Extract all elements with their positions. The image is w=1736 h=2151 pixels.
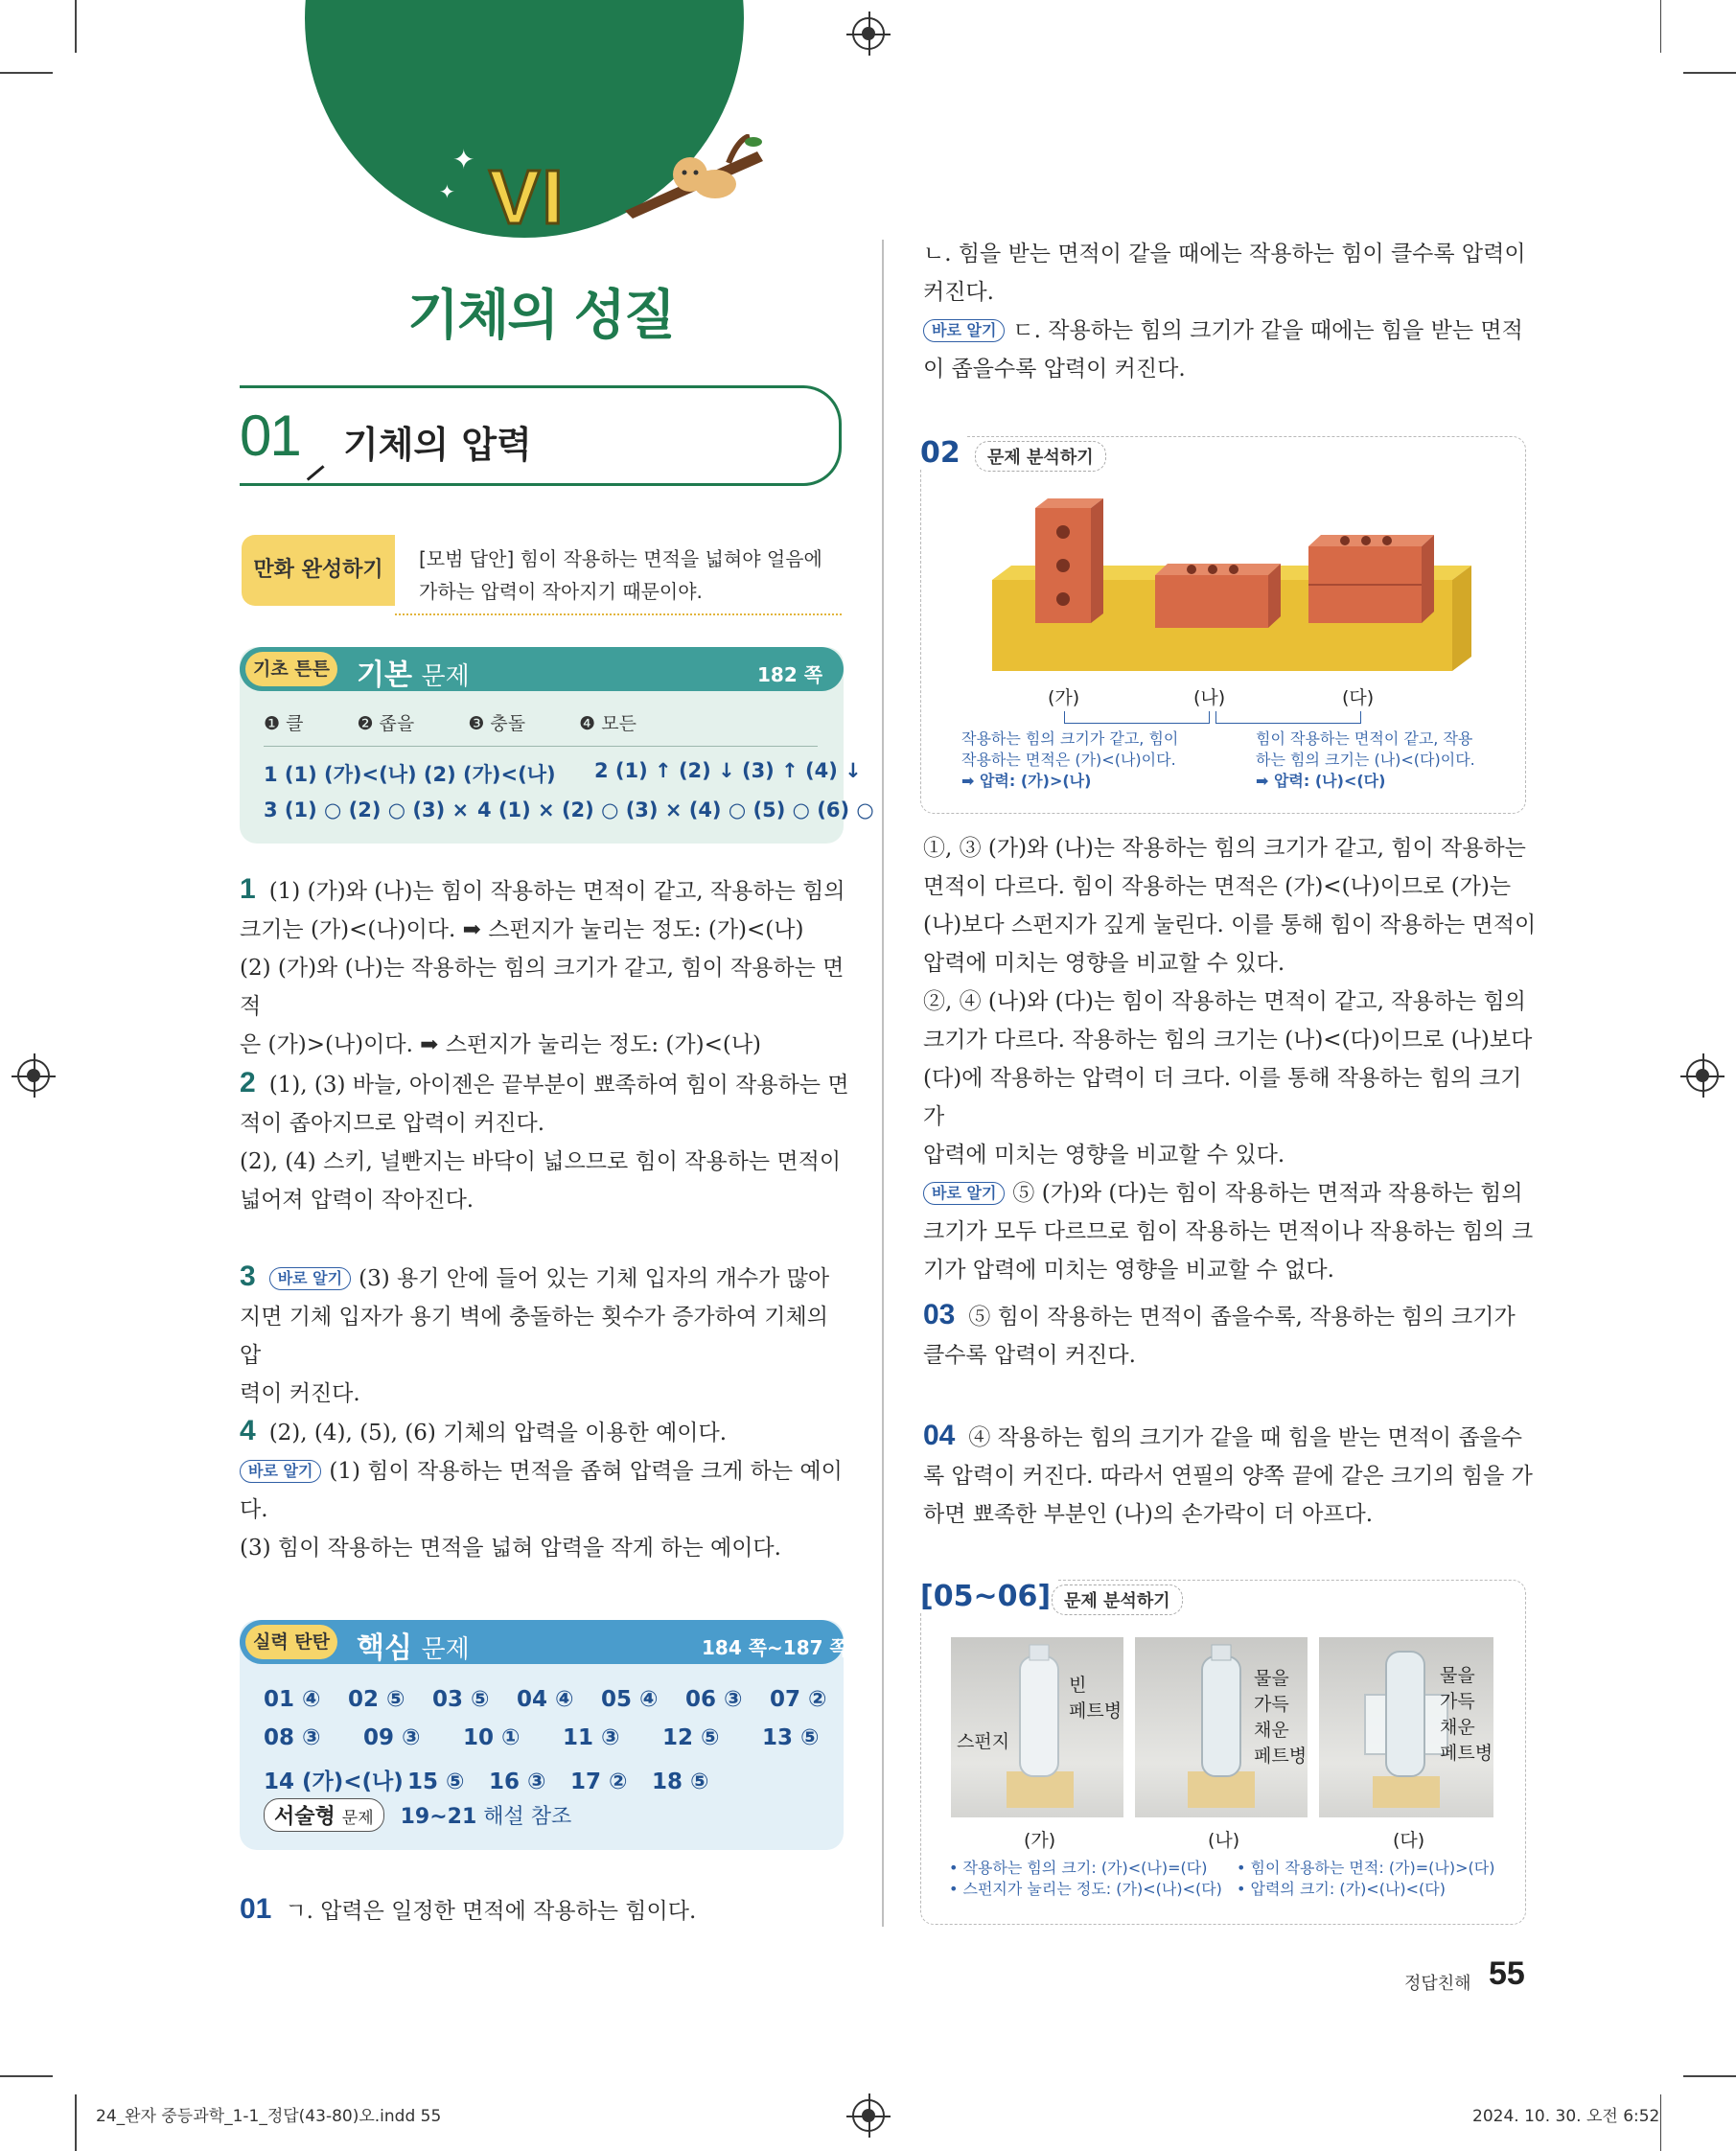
column-divider [882,240,884,1927]
section-header-frame [240,385,842,486]
text-line: 적이 좁아지므로 압력이 커진다. [240,1111,545,1136]
core-answer: 08 ③ [264,1725,321,1750]
text-line: (2), (4) 스키, 널빤지는 바닥이 넓으므로 힘이 작용하는 면적이 [240,1149,842,1174]
essay-badge [264,1798,384,1832]
basic-answer: 1 (1) (가)<(나) (2) (가)<(나) [264,763,556,786]
chapter-numeral: VI [489,154,566,240]
basic-title-rest: 문제 [421,662,470,691]
q03-explanation [923,1296,1537,1375]
analysis-note-left [961,729,1178,792]
core-answer: 09 ③ [363,1725,421,1750]
text: (3) 용기 안에 들어 있는 기체 입자의 개수가 많아 [359,1266,830,1291]
text: ⑤ 힘이 작용하는 면적이 좁을수록, 작용하는 힘의 크기가 [968,1305,1516,1330]
text: ⑤ (가)와 (다)는 힘이 작용하는 면적과 작용하는 힘의 [1012,1181,1523,1206]
basic-title [357,651,470,693]
text-line [923,1174,1537,1213]
note-line: • 스펀지가 눌리는 정도: (가)<(나)<(다) [949,1880,1222,1898]
q02-number: 02 [920,436,966,470]
registration-mark-icon [1686,1059,1719,1092]
core-answer: 07 ② [770,1687,827,1712]
text-line: (나)보다 스펀지가 깊게 눌린다. 이를 통해 힘이 작용하는 면적이 [923,913,1537,937]
core-answer: 11 ③ [563,1725,620,1750]
q02-explanation [923,829,1537,1289]
label-line: 페트병 [1254,1746,1308,1767]
text: (1) (가)와 (나)는 힘이 작용하는 면적이 같고, 작용하는 힘의 [268,879,845,904]
photo-caption: (다) [1393,1830,1425,1851]
q04-explanation [923,1417,1537,1534]
label-line: 물을 [1254,1668,1289,1689]
slug-date: 2024. 10. 30. 오전 6:52 [1472,2107,1660,2126]
cartoon-answer [419,543,822,608]
label-line: 페트병 [1069,1700,1123,1722]
core-answer: 03 ⑤ [432,1687,490,1712]
blank-answer: ❸ 충돌 [468,713,526,734]
text-line: 압력에 미치는 영향을 비교할 수 있다. [923,1143,1285,1168]
label-line: 채운 [1254,1720,1289,1741]
text-line [240,1452,853,1529]
basic-answer: 2 (1) ↑ (2) ↓ (3) ↑ (4) ↓ [594,759,862,782]
text-line [923,1296,1537,1336]
core-title [357,1624,470,1666]
text-line: 하면 뾰족한 부분인 (나)의 손가락이 더 아프다. [923,1502,1374,1527]
text: ④ 작용하는 힘의 크기가 같을 때 힘을 받는 면적이 좁을수 [968,1425,1522,1450]
text-line [240,1412,853,1452]
note-line: • 작용하는 힘의 크기: (가)<(나)=(다) [949,1859,1208,1877]
blank-answer: ❹ 모든 [579,713,637,734]
label-line: 페트병 [1440,1743,1493,1764]
question-number: 1 [240,873,256,905]
blank-answer: ❷ 좁을 [357,713,415,734]
core-row [264,1687,827,1712]
text-line: 지면 기체 입자가 용기 벽에 충돌하는 횟수가 증가하여 기체의 압 [240,1305,828,1368]
bracket-line [1215,711,1361,724]
cartoon-label: 만화 완성하기 [242,535,395,606]
essay-badge-rest: 문제 [341,1809,374,1828]
core-answer: 12 ⑤ [662,1725,720,1750]
registration-mark-icon [17,1059,50,1092]
text-line: ㄴ. 힘을 받는 면적이 같을 때에는 작용하는 힘이 클수록 압력이 [923,242,1526,266]
core-page: 184 쪽~187 쪽 [702,1636,848,1659]
photo-caption: (가) [1024,1830,1056,1851]
cartoon-line: [모범 답안] 힘이 작용하는 면적을 넓혀야 얼음에 [419,547,822,570]
question-number: 3 [240,1261,256,1292]
question-number: 2 [240,1067,256,1099]
correction-chip: 바로 알기 [923,319,1005,342]
core-answer: 06 ③ [685,1687,743,1712]
text: (1) 힘이 작용하는 면적을 좁혀 압력을 크게 하는 예이다. [240,1459,843,1522]
registration-mark-icon [852,2099,885,2132]
text-line: 면적이 다르다. 힘이 작용하는 면적은 (가)<(나)이므로 (가)는 [923,874,1512,899]
text-line: 력이 커진다. [240,1381,360,1406]
note-line: 하는 힘의 크기는 (나)<(다)이다. [1256,751,1475,769]
text-line [240,870,853,911]
essay-range: 19~21 [400,1805,477,1829]
text-line: 압력에 미치는 영향을 비교할 수 있다. [923,951,1285,976]
text-line: 크기가 다르다. 작용하는 힘의 크기는 (나)<(다)이므로 (나)보다 [923,1028,1533,1052]
basic-blanks [264,709,637,735]
section-title: 기체의 압력 [343,424,532,466]
text-line: 클수록 압력이 커진다. [923,1343,1136,1368]
core-answer: 15 ⑤ [407,1769,465,1794]
note-line: • 힘이 작용하는 면적: (가)=(나)>(다) [1237,1859,1495,1877]
photo-caption: (나) [1208,1830,1240,1851]
text-line: 록 압력이 커진다. 따라서 연필의 양쪽 끝에 같은 크기의 힘을 가 [923,1464,1533,1489]
q01-explanation [240,1890,696,1931]
note-line: ➡ 압력: (나)<(다) [1256,772,1386,790]
q0506-number: [05~06] [920,1580,1056,1613]
core-answer: 16 ③ [489,1769,546,1794]
text: ㄷ. 작용하는 힘의 크기가 같을 때에는 힘을 받는 면적 [1012,318,1523,343]
text-line: (2) (가)와 (나)는 작용하는 힘의 크기가 같고, 힘이 작용하는 면적 [240,956,845,1019]
label-line: 채운 [1440,1717,1475,1738]
core-answer: 04 ④ [517,1687,574,1712]
correction-chip: 바로 알기 [240,1460,321,1483]
text-line [240,1258,853,1298]
core-title-bold: 핵심 [357,1631,412,1665]
basic-title-bold: 기본 [357,659,412,692]
essay-text: 해설 참조 [483,1805,572,1829]
basic-page: 182 쪽 [757,663,823,686]
correction-chip: 바로 알기 [269,1267,351,1290]
core-title-rest: 문제 [421,1635,470,1664]
note-line: 작용하는 힘의 크기가 같고, 힘이 [961,729,1179,748]
photo-label [1069,1673,1122,1724]
essay-row [264,1798,571,1832]
question-number: 04 [923,1420,956,1451]
label-line: 가득 [1254,1694,1289,1715]
text-line: ①, ③ (가)와 (나)는 작용하는 힘의 크기가 같고, 힘이 작용하는 [923,836,1526,861]
figure-label: (가) [1048,687,1080,708]
bricks-illustration [983,489,1491,681]
label-line: 빈 [1069,1675,1087,1696]
figure-label: (나) [1193,687,1226,708]
section-number: 01 [240,404,300,468]
text-line: 은 (가)>(나)이다. ➡ 스펀지가 눌리는 정도: (가)<(나) [240,1032,762,1057]
essay-badge-bold: 서술형 [274,1805,336,1829]
question-number: 4 [240,1415,256,1446]
core-badge: 실력 탄탄 [245,1625,337,1659]
text-line: (다)에 작용하는 압력이 더 크다. 이를 통해 작용하는 힘의 크기가 [923,1066,1522,1129]
core-row [264,1764,709,1795]
text-line: 크기는 (가)<(나)이다. ➡ 스펀지가 눌리는 정도: (가)<(나) [240,917,804,942]
basic-divider [264,746,818,747]
note-line: ➡ 압력: (가)>(나) [961,772,1092,790]
crop-mark [1660,0,1662,53]
explanation-2 [240,1064,853,1219]
correction-chip: 바로 알기 [923,1182,1005,1205]
text: ㄱ. 압력은 일정한 면적에 작용하는 힘이다. [285,1899,697,1924]
label-line: 물을 [1440,1665,1475,1686]
core-answer: 01 ④ [264,1687,321,1712]
crop-mark [1683,2075,1736,2077]
note-line: 작용하는 면적은 (가)<(나)이다. [961,751,1176,769]
explanation-3 [240,1258,853,1413]
analysis-note-right [1256,729,1475,792]
text-line [923,312,1537,350]
core-answer: 05 ④ [601,1687,659,1712]
text-line: 커진다. [923,280,994,305]
branch-mascot-icon [623,134,767,220]
crop-mark [1660,2094,1662,2151]
core-answer: 13 ⑤ [762,1725,820,1750]
analysis-notes [1237,1858,1494,1900]
sparkle-icon: ✦ [439,180,455,203]
registration-mark-icon [852,17,885,50]
explanation-1 [240,870,853,1064]
crop-mark [1683,72,1736,74]
core-answer: 02 ⑤ [348,1687,405,1712]
crop-mark [0,72,53,74]
explanation-4 [240,1412,853,1567]
crop-mark [0,2075,53,2077]
figure-label: (다) [1342,687,1375,708]
basic-answer: 4 (1) × (2) ○ (3) × (4) ○ (5) ○ (6) ○ [477,798,874,821]
text-line [240,1064,853,1104]
core-answer: 10 ① [463,1725,521,1750]
text-line: (3) 힘이 작용하는 면적을 넓혀 압력을 작게 하는 예이다. [240,1536,781,1561]
label-line: 가득 [1440,1691,1475,1712]
basic-answer: 3 (1) ○ (2) ○ (3) × [264,798,470,821]
analysis-notes [949,1858,1222,1900]
text: (2), (4), (5), (6) 기체의 압력을 이용한 예이다. [268,1421,728,1446]
note-line: 힘이 작용하는 면적이 같고, 작용 [1256,729,1473,748]
slug-file: 24_완자 중등과학_1-1_정답(43-80)오.indd 55 [96,2107,442,2126]
note-line: • 압력의 크기: (가)<(나)<(다) [1237,1880,1446,1898]
analysis-tag: 문제 분석하기 [1052,1584,1183,1615]
analysis-tag: 문제 분석하기 [975,441,1106,472]
text-line: 넓어져 압력이 작아진다. [240,1188,475,1213]
core-answer: 14 (가)<(나) [264,1769,404,1794]
question-number: 03 [923,1299,956,1330]
dotted-divider [395,613,842,615]
page-number: 55 [1489,1955,1525,1992]
bracket-line [1064,711,1210,724]
crop-mark [75,2094,77,2151]
text-line: 크기가 모두 다르므로 힘이 작용하는 면적이나 작용하는 힘의 크 [923,1219,1534,1244]
core-answer: 18 ⑤ [652,1769,709,1794]
text-line: 기가 압력에 미치는 영향을 비교할 수 없다. [923,1258,1334,1283]
sparkle-icon: ✦ [452,144,475,175]
text: (1), (3) 바늘, 아이젠은 끝부분이 뾰족하여 힘이 작용하는 면 [268,1073,849,1098]
q01-continued [923,235,1537,388]
core-row [264,1725,820,1750]
blank-answer: ❶ 클 [264,713,304,734]
basic-badge: 기초 튼튼 [245,652,337,686]
text-line: 이 좁을수록 압력이 커진다. [923,357,1186,382]
crop-mark [75,0,77,53]
question-number: 01 [240,1893,272,1925]
chapter-title: 기체의 성질 [407,285,674,347]
core-answer: 17 ② [570,1769,628,1794]
footer-label: 정답친해 [1404,1974,1471,1994]
cartoon-line: 가하는 압력이 작아지기 때문이야. [419,580,703,603]
photo-label [1254,1666,1307,1769]
text-line [923,1417,1537,1457]
photo-label [1440,1663,1493,1767]
text-line: ②, ④ (나)와 (다)는 힘이 작용하는 면적이 같고, 작용하는 힘의 [923,989,1526,1014]
photo-label: 스펀지 [957,1731,1010,1752]
